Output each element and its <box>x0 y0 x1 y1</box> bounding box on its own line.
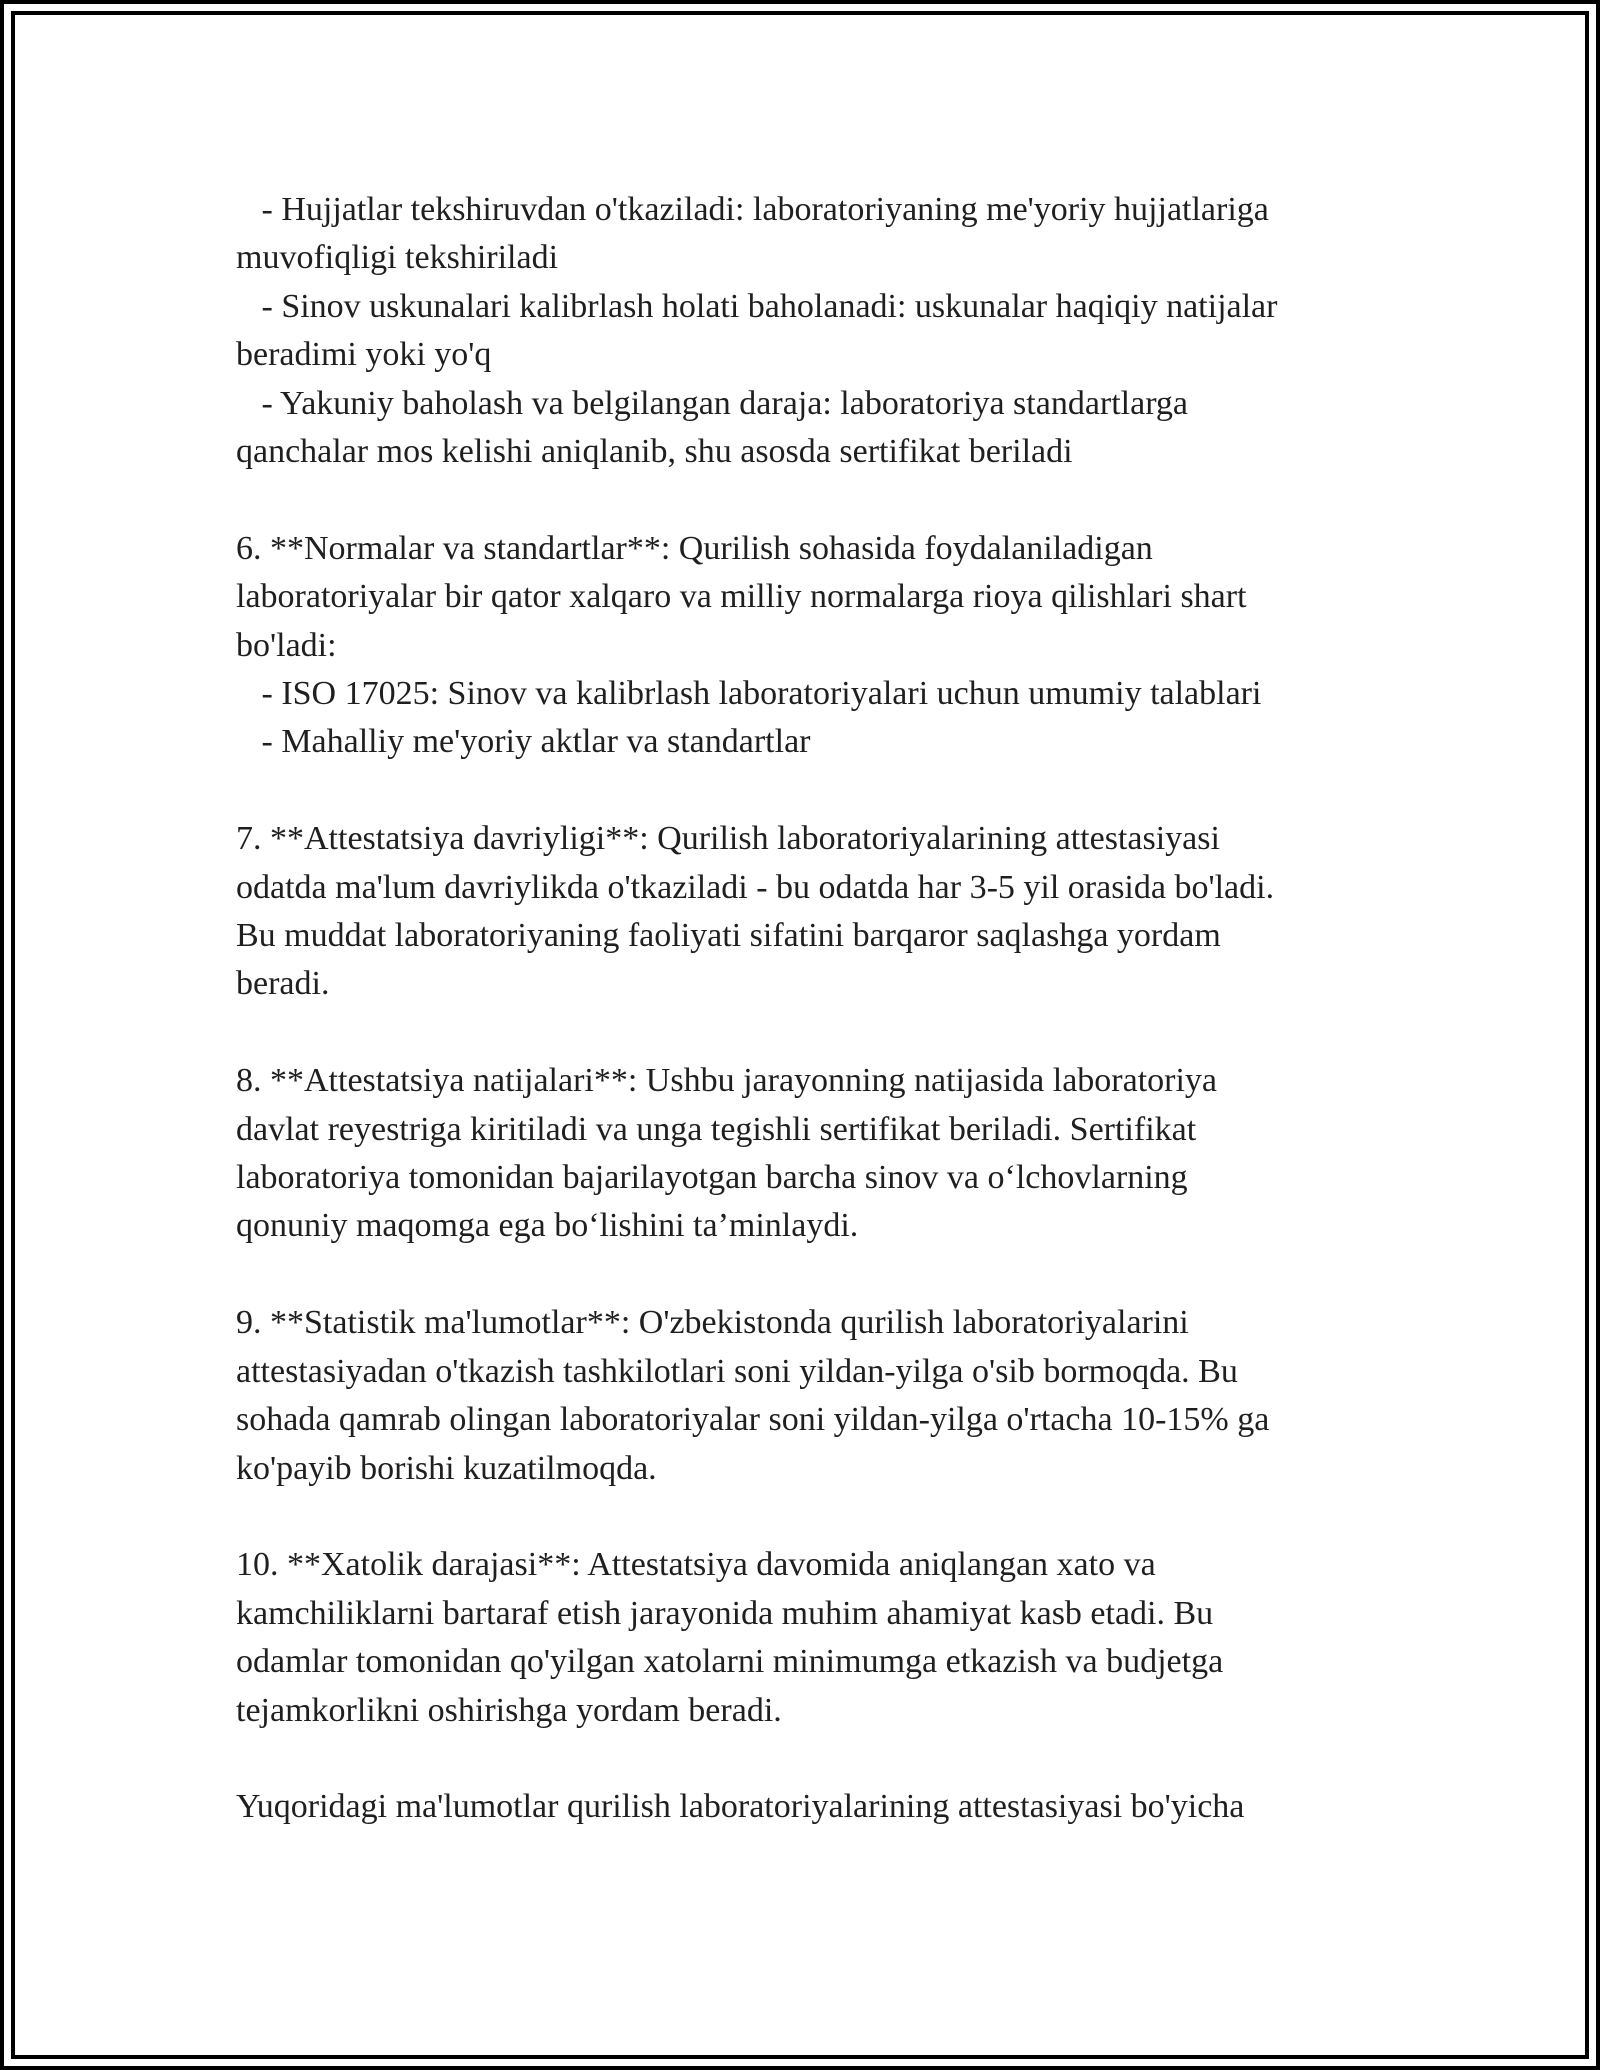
text-line: 9. **Statistik ma'lumotlar**: O'zbekistonda qurilish laboratoriyalarini <box>236 1304 1189 1342</box>
text-line: odatda ma'lum davriylikda o'tkaziladi - bu odatda har 3-5 yil orasida bo'ladi. <box>236 868 1275 906</box>
text-line: Bu muddat laboratoriyaning faoliyati sifatini barqaror saqlashga yordam <box>236 917 1221 955</box>
text-line: bo'ladi: <box>236 626 337 664</box>
text-line: qonuniy maqomga ega bo‘lishini ta’minlaydi. <box>236 1207 859 1245</box>
paragraph-item-7 <box>236 815 1386 1009</box>
document-body <box>236 186 1386 1832</box>
text-line: muvofiqligi tekshiriladi <box>236 239 559 277</box>
text-line: - Sinov uskunalari kalibrlash holati baholanadi: uskunalar haqiqiy natijalar <box>236 287 1278 325</box>
text-line: - Hujjatlar tekshiruvdan o'tkaziladi: laboratoriyaning me'yoriy hujjatlariga <box>236 191 1269 228</box>
text-line: beradimi yoki yo'q <box>236 336 492 374</box>
text-line: Yuqoridagi ma'lumotlar qurilish laboratoriyalarining attestasiyasi bo'yicha <box>236 1788 1245 1826</box>
text-line: sohada qamrab olingan laboratoriyalar soni yildan-yilga o'rtacha 10-15% ga <box>236 1401 1270 1439</box>
text-line: beradi. <box>236 965 330 1003</box>
paragraph-item-6 <box>236 525 1386 767</box>
text-line: 7. **Attestatsiya davriyligi**: Qurilish laboratoriyalarining attestasiyasi <box>236 820 1220 858</box>
text-line: laboratoriyalar bir qator xalqaro va milliy normalarga rioya qilishlari shart <box>236 578 1247 616</box>
paragraph-item-9 <box>236 1299 1386 1493</box>
text-line: davlat reyestriga kiritiladi va unga tegishli sertifikat beriladi. Sertifikat <box>236 1110 1197 1148</box>
paragraph-conclusion <box>236 1783 1386 1831</box>
text-line: attestasiyadan o'tkazish tashkilotlari soni yildan-yilga o'sib bormoqda. Bu <box>236 1352 1238 1390</box>
paragraph-item-10 <box>236 1541 1386 1735</box>
text-line: tejamkorlikni oshirishga yordam beradi. <box>236 1691 782 1729</box>
text-line: - Yakuniy baholash va belgilangan daraja: laboratoriya standartlarga <box>236 384 1189 422</box>
text-line: qanchalar mos kelishi aniqlanib, shu asosda sertifikat beriladi <box>236 433 1073 471</box>
text-line: 6. **Normalar va standartlar**: Qurilish sohasida foydalaniladigan <box>236 529 1153 567</box>
text-line: odamlar tomonidan qo'yilgan xatolarni minimumga etkazish va budjetga <box>236 1643 1224 1681</box>
paragraph-item-8 <box>236 1057 1386 1251</box>
text-line: - ISO 17025: Sinov va kalibrlash laboratoriyalari uchun umumiy talablari <box>236 675 1262 713</box>
text-line: laboratoriya tomonidan bajarilayotgan barcha sinov va o‘lchovlarning <box>236 1159 1188 1197</box>
text-line: 8. **Attestatsiya natijalari**: Ushbu jarayonning natijasida laboratoriya <box>236 1062 1218 1100</box>
paragraph-checks-list <box>236 186 1386 476</box>
text-line: - Mahalliy me'yoriy aktlar va standartlar <box>236 723 811 761</box>
text-line: 10. **Xatolik darajasi**: Attestatsiya davomida aniqlangan xato va <box>236 1546 1156 1584</box>
text-line: ko'payib borishi kuzatilmoqda. <box>236 1449 657 1487</box>
text-line: kamchiliklarni bartaraf etish jarayonida muhim ahamiyat kasb etadi. Bu <box>236 1594 1214 1632</box>
